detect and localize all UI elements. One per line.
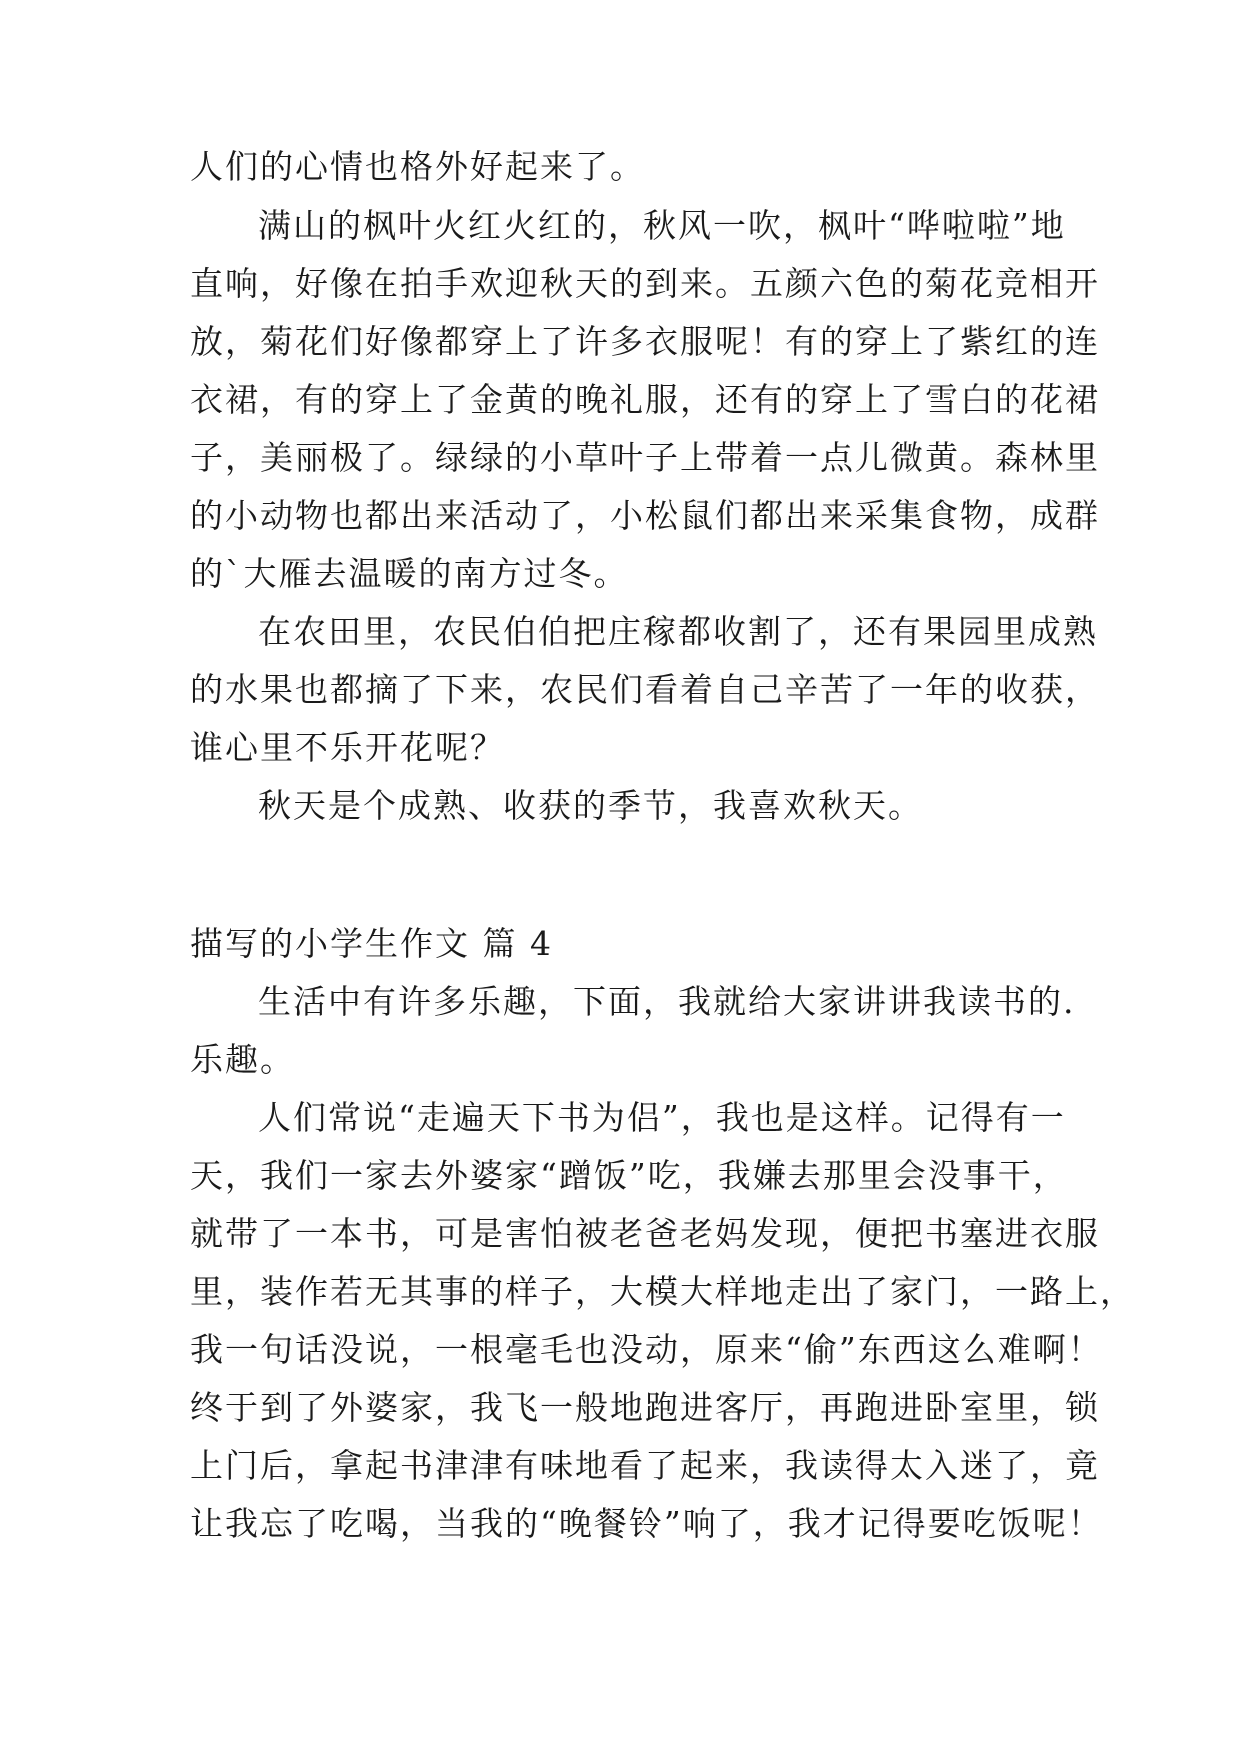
- text-line: 天，我们一家去外婆家“蹭饭”吃，我嫌去那里会没事干，: [190, 1156, 1068, 1195]
- text-line: 就带了一本书，可是害怕被老爸老妈发现，便把书塞进衣服: [190, 1214, 1100, 1253]
- text-line: 的小动物也都出来活动了，小松鼠们都出来采集食物，成群: [190, 496, 1100, 535]
- text-line: 的水果也都摘了下来，农民们看着自己辛苦了一年的收获，: [190, 670, 1100, 709]
- text-line: 乐趣。: [190, 1040, 295, 1079]
- paragraph-start-line: 生活中有许多乐趣，下面，我就给大家讲讲我读书的.: [258, 982, 1076, 1021]
- text-line: 让我忘了吃喝，当我的“晚餐铃”响了，我才记得要吃饭呢！: [190, 1504, 1103, 1543]
- text-line: 我一句话没说，一根毫毛也没动，原来“偷”东西这么难啊！: [190, 1330, 1103, 1369]
- text-line: 终于到了外婆家，我飞一般地跑进客厅，再跑进卧室里，锁: [190, 1388, 1100, 1427]
- text-line: 人们的心情也格外好起来了。: [190, 147, 645, 186]
- text-line: 谁心里不乐开花呢？: [190, 728, 505, 767]
- text-line: 直响，好像在拍手欢迎秋天的到来。五颜六色的菊花竞相开: [190, 264, 1100, 303]
- text-line: 放，菊花们好像都穿上了许多衣服呢！有的穿上了紫红的连: [190, 322, 1100, 361]
- text-line: 里，装作若无其事的样子，大模大样地走出了家门，一路上，: [190, 1272, 1135, 1311]
- paragraph-start-line: 人们常说“走遍天下书为侣”，我也是这样。记得有一: [258, 1098, 1066, 1137]
- paragraph-start-line: 满山的枫叶火红火红的，秋风一吹，枫叶“哗啦啦”地: [258, 206, 1066, 245]
- text-line: 上门后，拿起书津津有味地看了起来，我读得太入迷了，竟: [190, 1446, 1100, 1485]
- text-line: 的`大雁去温暖的南方过冬。: [190, 554, 629, 593]
- paragraph-start-line: 在农田里，农民伯伯把庄稼都收割了，还有果园里成熟: [258, 612, 1098, 651]
- text-line: 衣裙，有的穿上了金黄的晚礼服，还有的穿上了雪白的花裙: [190, 380, 1100, 419]
- text-line: 子，美丽极了。绿绿的小草叶子上带着一点儿微黄。森林里: [190, 438, 1100, 477]
- paragraph-start-line: 秋天是个成熟、收获的季节，我喜欢秋天。: [258, 786, 923, 825]
- section-heading: 描写的小学生作文 篇 4: [190, 924, 553, 963]
